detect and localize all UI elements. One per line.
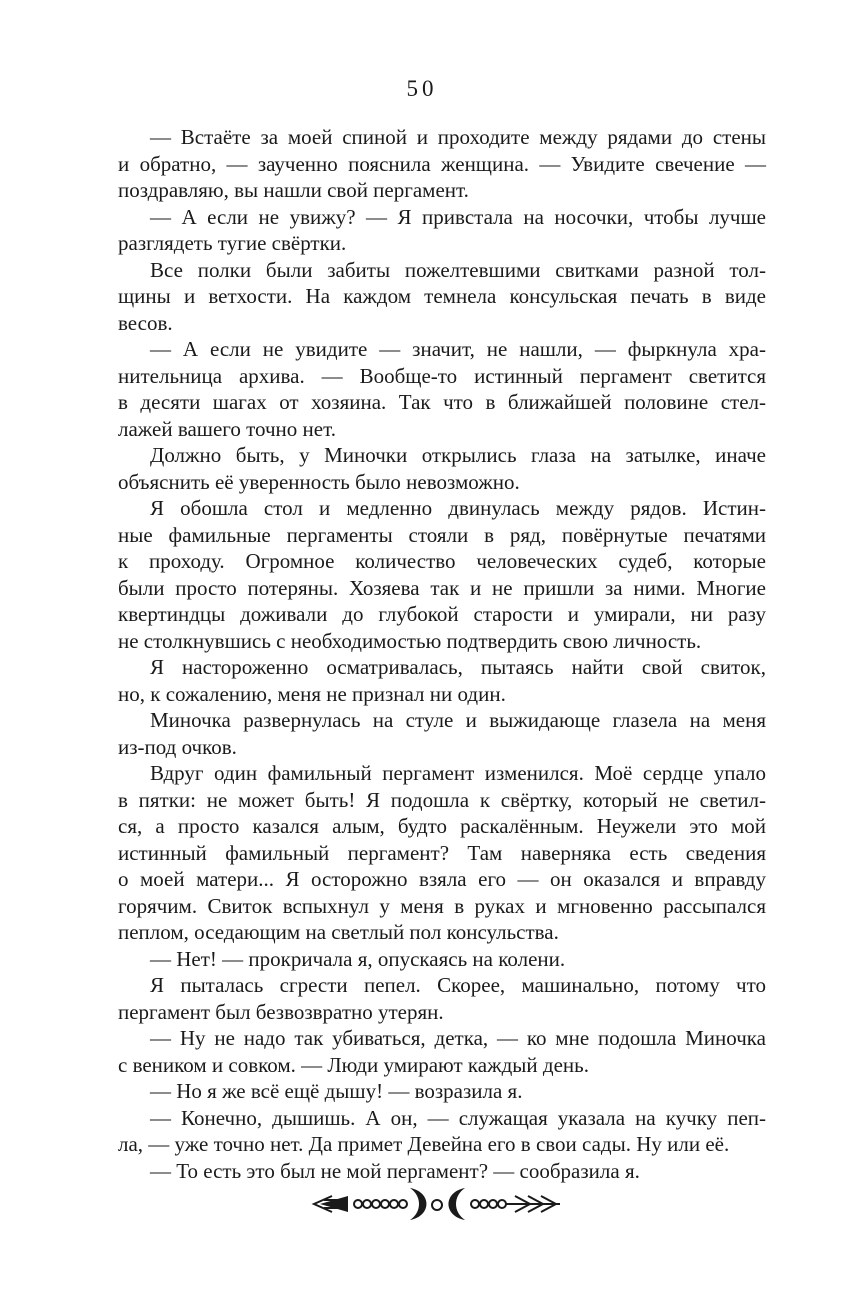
arrow-moons-divider-icon	[310, 1186, 564, 1222]
text-line: ла, — уже точно нет. Да примет Девейна его в свои сады. Ну или её.	[118, 1132, 730, 1156]
paragraph	[118, 1025, 766, 1078]
paragraph	[118, 336, 766, 442]
text-line: пергамент был безвозвратно утерян.	[118, 999, 444, 1024]
paragraph	[118, 760, 766, 946]
text-line: Вдруг один фамильный пергамент изменился. Моё сердце упало	[150, 761, 766, 785]
text-line: пеплом, оседающим на светлый пол консульства.	[118, 920, 559, 944]
text-line: — А если не увижу? — Я привстала на носочки, чтобы лучше	[150, 204, 766, 229]
text-line: — Конечно, дышишь. А он, — служащая указала на кучку пеп-	[150, 1105, 766, 1130]
text-line: — Но я же всё ещё дышу! — возразила я.	[150, 1079, 523, 1103]
text-line: к проходу. Огромное количество человеческих судеб, которые	[118, 549, 766, 573]
text-line: разглядеть тугие свёртки.	[118, 231, 347, 255]
paragraph	[118, 707, 766, 760]
text-line: Миночка развернулась на стуле и выжидающе глазела на меня	[150, 708, 766, 732]
text-line: в десяти шагах от хозяина. Так что в ближайшей половине стел-	[118, 390, 766, 414]
text-line: о моей матери... Я осторожно взяла его — он оказался и вправду	[118, 867, 766, 891]
text-line: — Ну не надо так убиваться, детка, — ко мне подошла Миночка	[150, 1026, 766, 1050]
text-line: ные фамильные пергаменты стояли в ряд, повёрнутые печатями	[118, 522, 766, 547]
text-line: истинный фамильный пергамент? Там наверняка есть сведения	[118, 840, 766, 865]
text-line: Я настороженно осматривалась, пытаясь найти свой свиток,	[150, 655, 766, 679]
text-line: горячим. Свиток вспыхнул у меня в руках и мгновенно рассыпался	[118, 893, 766, 918]
text-line: Все полки были забиты пожелтевшими свитками разной тол-	[150, 257, 766, 282]
text-line: ся, а просто казался алым, будто раскалённым. Неужели это мой	[118, 814, 766, 838]
paragraph	[118, 946, 766, 973]
paragraph	[118, 972, 766, 1025]
paragraph	[118, 1158, 766, 1185]
text-line: лажей вашего точно нет.	[118, 416, 336, 441]
paragraph	[118, 204, 766, 257]
text-line: — Нет! — прокричала я, опускаясь на колени.	[150, 946, 566, 971]
text-line: — А если не увидите — значит, не нашли, — фыркнула хра-	[150, 337, 766, 361]
text-line: нительница архива. — Вообще-то истинный пергамент светится	[118, 363, 766, 388]
page-number: 50	[406, 76, 438, 101]
text-line: не столкнувшись с необходимостью подтвердить свою личность.	[118, 628, 702, 653]
paragraph	[118, 654, 766, 707]
text-line: из-под очков.	[118, 734, 237, 759]
text-line: с веником и совком. — Люди умирают каждый день.	[118, 1052, 589, 1077]
text-line: Я обошла стол и медленно двинулась между рядов. Истин-	[150, 496, 766, 520]
body-text	[118, 124, 766, 1184]
paragraph	[118, 257, 766, 337]
text-line: Должно быть, у Миночки открылись глаза на затылке, иначе	[150, 443, 766, 467]
text-line: объяснить её уверенность было невозможно.	[118, 469, 520, 494]
text-line: поздравляю, вы нашли свой пергамент.	[118, 178, 469, 202]
text-line: — Встаёте за моей спиной и проходите между рядами до стены	[150, 125, 766, 149]
paragraph	[118, 1078, 766, 1105]
text-line: — То есть это был не мой пергамент? — сообразила я.	[150, 1158, 640, 1183]
text-line: и обратно, — заученно пояснила женщина. — Увидите свечение —	[118, 151, 766, 176]
text-line: квертиндцы доживали до глубокой старости и умирали, ни разу	[118, 602, 766, 626]
text-line: в пятки: не может быть! Я подошла к свёртку, который не светил-	[118, 787, 766, 812]
text-line: Я пыталась сгрести пепел. Скорее, машинально, потому что	[150, 973, 766, 997]
text-line: были просто потеряны. Хозяева так и не пришли за ними. Многие	[118, 575, 766, 600]
paragraph	[118, 442, 766, 495]
paragraph	[118, 1105, 766, 1158]
text-line: но, к сожалению, меня не признал ни один.	[118, 681, 506, 706]
text-line: весов.	[118, 310, 173, 335]
paragraph	[118, 124, 766, 204]
text-line: щины и ветхости. На каждом темнела консульская печать в виде	[118, 284, 766, 308]
paragraph	[118, 495, 766, 654]
